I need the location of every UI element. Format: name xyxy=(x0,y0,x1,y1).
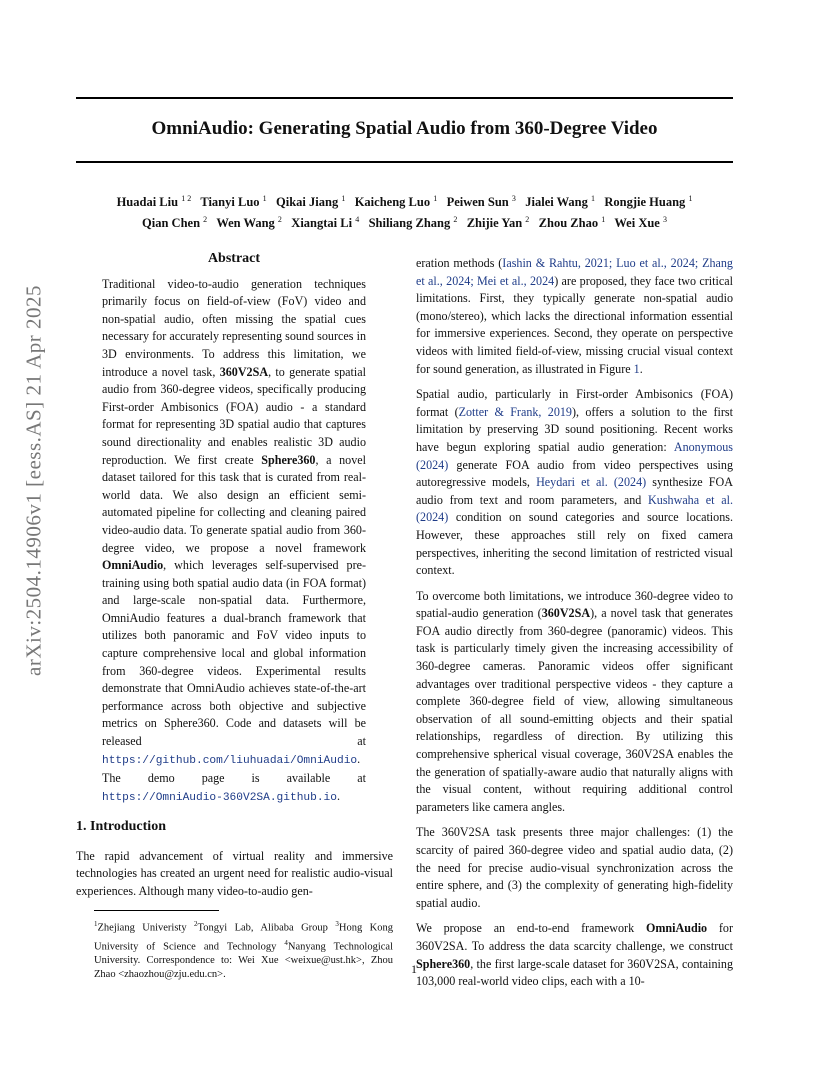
footnote-mark: 1 xyxy=(94,920,98,929)
author-name: Kaicheng Luo xyxy=(354,195,431,210)
author-affiliation: 1 xyxy=(688,194,693,203)
citation-link[interactable]: Heydari et al. (2024) xyxy=(536,475,647,490)
demo-link[interactable]: https://OmniAudio-360V2SA.github.io xyxy=(102,791,337,804)
abstract-part: Traditional video-to-audio generation techniques primarily focus on field-of-view (FoV) video and non-spatial audio, often missing the spatial cues necessary for accurately representing sound sources in 3D environments. To address this limitation, we introduce a novel task, xyxy=(102,276,366,379)
framework-name: OmniAudio xyxy=(645,921,708,936)
author-list xyxy=(76,190,733,232)
abstract-part: . The demo page is available at xyxy=(102,751,366,786)
author-line-2 xyxy=(76,211,733,232)
title-underline-rule xyxy=(76,161,733,163)
top-rule xyxy=(76,97,733,99)
text: ), a novel task that generates FOA audio directly from 360-degree (panoramic) videos. This task is particularly timely given the increasing accessibility of 360-degree cameras. Panoramic videos offer significant advantages over traditional perspective videos - they capture a complete 360-degree field of view, allowing simultaneous observation of all sound-emitting objects and their spatial relationships, regardless of direction. By utilizing this comprehensive spherical visual coverage, 360V2SA enables the the generation of spatially-aware audio that naturally aligns with the visual content, without requiring additional control parameters like camera angles. xyxy=(416,606,734,814)
introduction-left xyxy=(76,818,393,982)
citation-link[interactable]: Anonymous (2024) xyxy=(416,439,733,472)
author-name: Wen Wang xyxy=(216,216,275,231)
author-name: Qikai Jiang xyxy=(276,195,339,210)
author-affiliation: 2 xyxy=(203,215,208,225)
footnote-mark: 3 xyxy=(335,920,339,929)
author xyxy=(447,195,516,209)
author xyxy=(525,195,595,209)
author-affiliation: 2 xyxy=(453,215,458,225)
author-affiliation: 1 2 xyxy=(181,194,192,203)
author-name: Wei Xue xyxy=(614,216,660,231)
abstract-part: , a novel dataset tailored for this task that is curated from real-world data. We also design an efficient semi-automated pipeline for collecting and cleaning paired video-audio data. To generate spatial audio from 360-degree video, we propose a novel framework xyxy=(102,452,366,555)
author xyxy=(291,216,359,230)
author-name: Jialei Wang xyxy=(525,195,588,210)
footnote-text: Nanyang Technological University. Correspondence to: Wei Xue <weixue@ust.hk>, Zhou Zhao <zhaozhou@zju.edu.cn>. xyxy=(94,941,393,981)
author-name: Rongjie Huang xyxy=(604,195,686,210)
text: ) are proposed, they face two critical limitations. First, they typically generate non-spatial audio (mono/stereo), which lacks the directional information essential for immersive experiences. Second, they operate on perspective videos with limited field-of-view, missing crucial visual context for sound generation, as illustrated in Figure xyxy=(416,273,733,376)
author xyxy=(216,216,282,230)
task-name: 360V2SA xyxy=(219,364,269,379)
abstract-column xyxy=(102,250,366,815)
text: synthesize FOA audio from text and room parameters, and xyxy=(416,475,733,507)
abstract-heading: Abstract xyxy=(207,251,261,266)
author xyxy=(142,216,207,230)
author-name: Shiliang Zhang xyxy=(368,216,451,231)
framework-name: OmniAudio xyxy=(102,558,164,573)
author xyxy=(355,195,438,209)
footnote-text: Hong Kong University of Science and Technology xyxy=(94,922,393,953)
arxiv-stamp-text: arXiv:2504.14906v1 [eess.AS] 21 Apr 2025 xyxy=(21,285,46,676)
abstract-part: . xyxy=(336,788,341,803)
abstract-part: , which leverages self-supervised pre-training using both spatial audio data (in FOA format) and large-scale non-spatial data. Furthermore, OmniAudio features a dual-branch framework that utilizes both panoramic and FoV video inputs to capture comprehensive local and global information from 360-degree videos. Experimental results demonstrate that OmniAudio achieves state-of-the-art performance across both objective and subjective metrics on Sphere360. Code and datasets will be released at xyxy=(102,558,366,749)
author xyxy=(539,216,606,230)
text: . xyxy=(639,361,643,376)
text: eration methods ( xyxy=(416,256,503,270)
author xyxy=(200,195,266,209)
text: condition on sound categories and source locations. However, these approaches still rely on fixed camera perspectives, inheriting the second limitation of restricted visual context. xyxy=(416,510,733,578)
abstract-text xyxy=(102,276,366,808)
author-affiliation: 1 xyxy=(601,215,606,225)
author-name: Peiwen Sun xyxy=(446,195,509,210)
author xyxy=(276,195,345,209)
footnote-mark: 4 xyxy=(284,938,288,947)
author-affiliation: 1 xyxy=(262,194,267,203)
figure-ref-link[interactable]: 1 xyxy=(633,361,640,376)
author-affiliation: 2 xyxy=(525,215,530,225)
author-affiliation: 2 xyxy=(277,215,282,225)
author-affiliation: 3 xyxy=(511,194,516,203)
intro-paragraph-1: The rapid advancement of virtual reality and immersive technologies has created an urgent need for realistic audio-visual experiences. Although many video-to-audio gen- xyxy=(76,848,393,898)
author xyxy=(604,195,692,209)
author-name: Zhou Zhao xyxy=(538,216,599,231)
author-name: Xiangtai Li xyxy=(291,216,353,231)
author-affiliation: 1 xyxy=(591,194,596,203)
author xyxy=(369,216,458,230)
author-affiliation: 1 xyxy=(341,194,346,203)
footnote-text: Tongyi Lab, Alibaba Group xyxy=(197,922,336,934)
arxiv-stamp[interactable] xyxy=(14,285,54,688)
right-paragraph-1 xyxy=(416,255,733,378)
footnote-mark: 2 xyxy=(194,920,198,929)
author-affiliation: 4 xyxy=(355,215,360,225)
right-paragraph-4: The 360V2SA task presents three major challenges: (1) the scarcity of paired 360-degree video and spatial audio data, (2) the need for precise audio-visual synchronization across the entire sphere, and (3) the complexity of generating high-fidelity spatial audio. xyxy=(416,825,733,910)
author-name: Qian Chen xyxy=(142,216,201,231)
task-name: 360V2SA xyxy=(541,606,591,621)
right-paragraph-2 xyxy=(416,386,733,580)
text: generate FOA audio from video perspectives using autoregressive models, xyxy=(416,457,733,490)
right-paragraph-5 xyxy=(416,920,733,990)
text: , the first large-scale dataset for 360V2SA, containing 103,000 real-world video clips, each with a 10- xyxy=(416,956,733,989)
author xyxy=(467,216,530,230)
introduction-heading: 1. Introduction xyxy=(76,819,166,834)
dataset-name: Sphere360 xyxy=(416,956,471,971)
text: for 360V2SA. To address the data scarcity challenge, we construct xyxy=(416,921,734,953)
text: To overcome both limitations, we introduce 360-degree video to spatial-audio generation ( xyxy=(416,588,733,621)
author-name: Tianyi Luo xyxy=(200,195,260,210)
author-affiliation: 1 xyxy=(433,194,438,203)
text: Spatial audio, particularly in First-order Ambisonics (FOA) format ( xyxy=(416,387,733,419)
author-name: Huadai Liu xyxy=(116,195,179,210)
author xyxy=(117,195,192,209)
code-link[interactable]: https://github.com/liuhuadai/OmniAudio xyxy=(102,754,358,767)
footnote-text: Zhejiang Univeristy xyxy=(97,922,195,934)
footnote-rule xyxy=(94,910,219,911)
author xyxy=(614,216,667,230)
citation-link[interactable]: Zotter & Frank, 2019 xyxy=(458,404,572,419)
right-column xyxy=(416,255,733,999)
right-paragraph-3 xyxy=(416,588,733,817)
author-line-1 xyxy=(76,190,733,211)
author-affiliation: 3 xyxy=(662,215,667,225)
text: We propose an end-to-end framework xyxy=(416,921,646,936)
citation-link[interactable]: Iashin & Rahtu, 2021; Luo et al., 2024; Zhang et al., 2024; Mei et al., 2024 xyxy=(416,256,733,288)
author-name: Zhijie Yan xyxy=(466,216,523,231)
text: ), offers a solution to the first limitation by preserving 3D sound positioning. Recent works have begun exploring spatial audio generation: xyxy=(416,404,733,454)
page-number: 1 xyxy=(411,962,417,976)
citation-link[interactable]: Kushwaha et al. (2024) xyxy=(416,492,734,525)
dataset-name: Sphere360 xyxy=(261,452,316,467)
paper-title: OmniAudio: Generating Spatial Audio from 360-Degree Video xyxy=(151,118,658,139)
abstract-part: , to generate spatial audio from 360-degree videos, specifically producing First-order Ambisonics (FOA) audio - a standard format for representing 3D spatial audio that captures sound directionality and enables realistic 3D audio reproduction. We first create xyxy=(102,364,366,467)
